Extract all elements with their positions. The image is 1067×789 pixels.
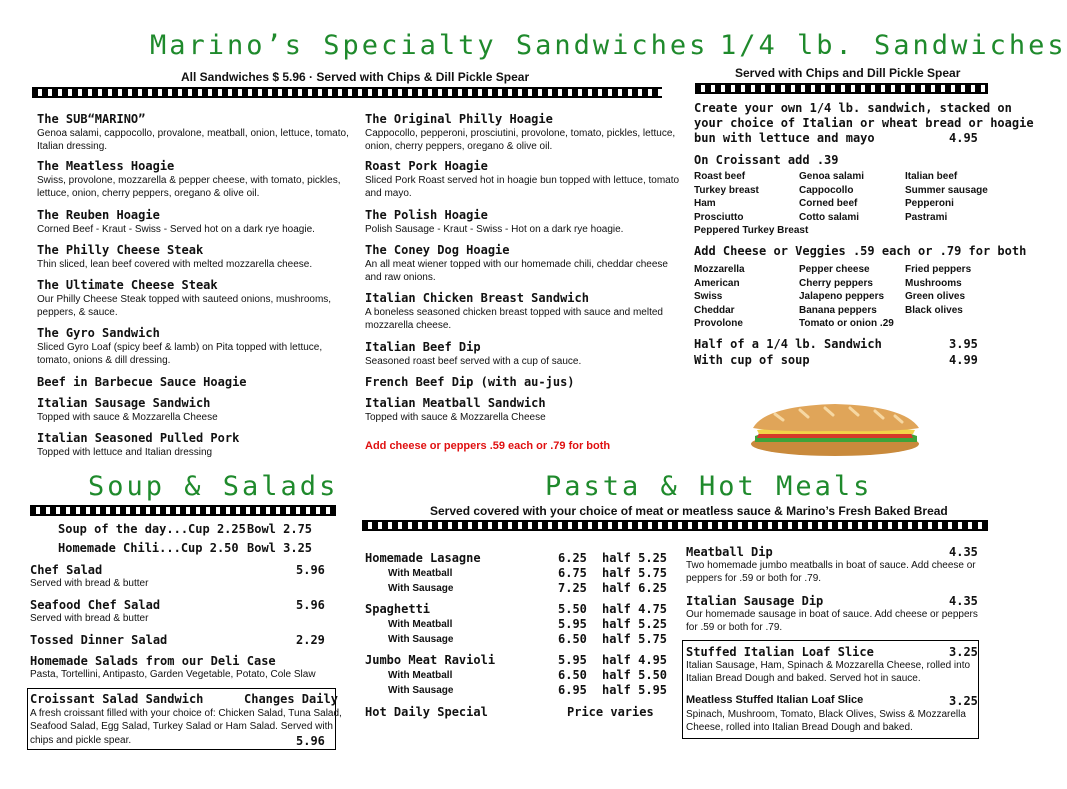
- menu-item-desc: Genoa salami, cappocollo, provalone, meatball, onion, lettuce, tomato, Italian dressing.: [37, 128, 349, 152]
- croissant-salad-price: 5.96: [296, 734, 325, 748]
- stuffed-loaf-desc-2: Italian Bread Dough and baked. Served hot in sauce.: [686, 673, 921, 684]
- meat-option: Pepperoni: [905, 198, 954, 209]
- menu-item: [37, 112, 352, 153]
- soup-day-label: Soup of the day...Cup 2.25: [58, 522, 246, 536]
- pasta-price: 6.25: [558, 551, 587, 565]
- meat-option: Turkey breast: [694, 184, 759, 196]
- meat-option: Pastrami: [905, 211, 948, 223]
- specialty-title: Marino’s Specialty Sandwiches: [150, 30, 709, 61]
- pasta-price: 7.25: [558, 581, 587, 595]
- pasta-half-price: half 5.25: [602, 617, 668, 631]
- stuffed-loaf-price: 3.25: [949, 645, 978, 659]
- veggie-option: Swiss: [694, 291, 723, 302]
- menu-item-name: The Original Philly Hoagie: [365, 112, 553, 126]
- pasta-half-price: half 5.75: [602, 566, 668, 580]
- sandwich-icon: [745, 400, 925, 460]
- croissant-salad-name: Croissant Salad Sandwich: [30, 692, 204, 706]
- menu-item: [365, 375, 680, 390]
- pasta-half-price: half 5.50: [602, 668, 668, 682]
- quarter-subtitle: Served with Chips and Dill Pickle Spear: [735, 66, 961, 80]
- half-sandwich-price: 3.95: [949, 337, 978, 351]
- meatball-dip-desc-2: peppers for .59 or both for .79.: [686, 573, 822, 584]
- menu-item-name: Italian Sausage Sandwich: [37, 396, 211, 410]
- menu-item-desc: Topped with sauce & Mozzarella Cheese: [37, 412, 218, 423]
- menu-item: [37, 396, 352, 424]
- sausage-dip-desc-1: Our homemade sausage in boat of sauce. Add cheese or peppers: [686, 609, 978, 620]
- menu-item-name: Beef in Barbecue Sauce Hoagie: [37, 375, 247, 389]
- pasta-option: With Meatball: [388, 670, 453, 681]
- soup-title: Soup & Salads: [88, 471, 339, 502]
- pasta-price: 6.50: [558, 668, 587, 682]
- pasta-option: With Meatball: [388, 619, 453, 630]
- croissant-add: On Croissant add .39: [694, 153, 839, 167]
- quarter-title: 1/4 lb. Sandwiches: [720, 30, 1067, 61]
- meat-option: Prosciutto: [694, 211, 744, 223]
- menu-item-name: The Meatless Hoagie: [37, 159, 175, 173]
- pasta-option: With Sausage: [388, 634, 454, 645]
- menu-item-name: The SUB“MARINO”: [37, 112, 146, 126]
- soup-combo-label: With cup of soup: [694, 353, 810, 367]
- create-line-1: Create your own 1/4 lb. sandwich, stacked on: [694, 101, 1012, 115]
- croissant-salad-tag: Changes Daily: [244, 692, 338, 706]
- divider-soup: [30, 505, 336, 516]
- soup-combo-price: 4.99: [949, 353, 978, 367]
- pasta-half-price: half 5.95: [602, 683, 668, 697]
- pasta-title: Pasta & Hot Meals: [545, 471, 873, 502]
- meatball-dip-price: 4.35: [949, 545, 978, 559]
- menu-item-desc: Sliced Gyro Loaf (spicy beef & lamb) on Pita topped with lettuce, tomato, onions & dill dressing.: [37, 342, 323, 366]
- chili-label: Homemade Chili...Cup 2.50: [58, 541, 239, 555]
- menu-item: [37, 278, 352, 319]
- sausage-dip-name: Italian Sausage Dip: [686, 594, 824, 608]
- croissant-desc-3: chips and pickle spear.: [30, 735, 132, 746]
- hot-special-price: Price varies: [567, 705, 654, 719]
- menu-item: [37, 326, 352, 367]
- menu-item-desc: An all meat wiener topped with our homemade chili, cheddar cheese and raw onions.: [365, 259, 668, 283]
- veggie-option: Jalapeno peppers: [799, 291, 885, 302]
- meatless-loaf-price: 3.25: [949, 694, 978, 708]
- seafood-salad-name: Seafood Chef Salad: [30, 598, 161, 612]
- meat-option: Italian beef: [905, 171, 958, 182]
- menu-item-name: The Coney Dog Hoagie: [365, 243, 510, 257]
- pasta-price: 6.95: [558, 683, 587, 697]
- create-line-3: bun with lettuce and mayo: [694, 131, 875, 145]
- menu-item-name: Roast Pork Hoagie: [365, 159, 488, 173]
- pasta-subtitle: Served covered with your choice of meat or meatless sauce & Marino’s Fresh Baked Bread: [430, 504, 948, 518]
- veggie-option: Tomato or onion .29: [799, 318, 894, 329]
- menu-item: [365, 159, 680, 200]
- menu-item-name: The Ultimate Cheese Steak: [37, 278, 218, 292]
- pasta-option: With Meatball: [388, 568, 453, 579]
- sausage-dip-price: 4.35: [949, 594, 978, 608]
- create-price: 4.95: [949, 131, 978, 145]
- veggie-title: Add Cheese or Veggies .59 each or .79 for both: [694, 244, 1027, 258]
- pasta-name: Homemade Lasagne: [365, 551, 481, 565]
- deli-salads-name: Homemade Salads from our Deli Case: [30, 654, 276, 668]
- meat-option: Summer sausage: [905, 184, 988, 196]
- veggie-option: Mushrooms: [905, 277, 962, 289]
- tossed-salad-name: Tossed Dinner Salad: [30, 633, 168, 647]
- veggie-option: Fried peppers: [905, 264, 972, 275]
- menu-item-name: Italian Beef Dip: [365, 340, 481, 354]
- pasta-option: With Sausage: [388, 685, 454, 696]
- menu-item: [37, 159, 352, 200]
- meat-option: Roast beef: [694, 171, 746, 182]
- chili-bowl: Bowl 3.25: [247, 541, 313, 555]
- pasta-price: 5.95: [558, 653, 587, 667]
- pasta-half-price: half 4.95: [602, 653, 668, 667]
- menu-item-desc: Swiss, provolone, mozzarella & pepper cheese, with tomato, pickles, lettuce, onion, cherry peppers, oregano & olive oil.: [37, 175, 341, 199]
- menu-item-name: French Beef Dip (with au-jus): [365, 375, 575, 389]
- soup-day-bowl: Bowl 2.75: [247, 522, 313, 536]
- menu-item-desc: Sliced Pork Roast served hot in hoagie bun topped with lettuce, tomato and mayo.: [365, 175, 680, 199]
- menu-item-desc: Cappocollo, pepperoni, prosciutini, provolone, tomato, pickles, lettuce, onion, cherry peppers, oregano & olive oil.: [365, 128, 676, 152]
- half-sandwich-label: Half of a 1/4 lb. Sandwich: [694, 337, 882, 351]
- meatless-loaf-desc-2: Cheese, rolled into Italian Bread Dough and baked.: [686, 722, 913, 733]
- menu-item: [365, 340, 680, 368]
- pasta-price: 5.95: [558, 617, 587, 631]
- menu-item-desc: A boneless seasoned chicken breast topped with sauce and melted mozzarella cheese.: [365, 307, 663, 331]
- pasta-half-price: half 5.75: [602, 632, 668, 646]
- menu-item: [365, 291, 680, 332]
- pasta-name: Spaghetti: [365, 602, 431, 616]
- chef-salad-price: 5.96: [296, 563, 325, 577]
- meat-option: Genoa salami: [799, 171, 865, 182]
- menu-item: [37, 375, 352, 390]
- divider-pasta: [362, 520, 988, 531]
- meatball-dip-desc-1: Two homemade jumbo meatballs in boat of sauce. Add cheese or: [686, 560, 976, 571]
- pasta-option: With Sausage: [388, 583, 454, 594]
- pasta-price: 5.50: [558, 602, 587, 616]
- veggie-option: American: [694, 277, 740, 289]
- divider-specialty: [32, 87, 662, 98]
- menu-item-desc: Topped with sauce & Mozzarella Cheese: [365, 412, 546, 423]
- meatball-dip-name: Meatball Dip: [686, 545, 773, 559]
- croissant-desc-2: Seafood Salad, Egg Salad, Turkey Salad or Ham Salad. Served with: [30, 721, 333, 732]
- chef-salad-name: Chef Salad: [30, 563, 103, 577]
- veggie-option: Cheddar: [694, 304, 735, 316]
- menu-item-desc: Our Philly Cheese Steak topped with sauteed onions, mushrooms, peppers, & sauce.: [37, 294, 332, 318]
- menu-item-name: Italian Meatball Sandwich: [365, 396, 546, 410]
- create-line-2: your choice of Italian or wheat bread or hoagie: [694, 116, 1034, 130]
- meat-option: Cappocollo: [799, 184, 854, 196]
- specialty-subtitle: All Sandwiches $ 5.96 · Served with Chips & Dill Pickle Spear: [181, 70, 530, 84]
- seafood-salad-desc: Served with bread & butter: [30, 613, 149, 624]
- veggie-option: Banana peppers: [799, 304, 877, 316]
- pasta-price: 6.50: [558, 632, 587, 646]
- seafood-salad-price: 5.96: [296, 598, 325, 612]
- meat-option: Peppered Turkey Breast: [694, 225, 809, 236]
- menu-item-desc: Corned Beef - Kraut - Swiss - Served hot on a dark rye hoagie.: [37, 224, 315, 235]
- menu-item-desc: Thin sliced, lean beef covered with melted mozzarella cheese.: [37, 259, 313, 270]
- divider-quarter: [695, 83, 988, 94]
- menu-item-name: The Reuben Hoagie: [37, 208, 160, 222]
- add-cheese-note: Add cheese or peppers .59 each or .79 for both: [365, 440, 611, 452]
- veggie-option: Mozzarella: [694, 264, 745, 275]
- veggie-option: Pepper cheese: [799, 264, 870, 275]
- menu-item-name: The Philly Cheese Steak: [37, 243, 204, 257]
- menu-item: [365, 112, 680, 153]
- pasta-half-price: half 6.25: [602, 581, 668, 595]
- tossed-salad-price: 2.29: [296, 633, 325, 647]
- veggie-option: Green olives: [905, 291, 966, 302]
- stuffed-loaf-desc-1: Italian Sausage, Ham, Spinach & Mozzarella Cheese, rolled into: [686, 660, 971, 671]
- meat-option: Cotto salami: [799, 211, 860, 223]
- pasta-half-price: half 5.25: [602, 551, 668, 565]
- pasta-price: 6.75: [558, 566, 587, 580]
- veggie-option: Provolone: [694, 318, 743, 329]
- menu-item-name: The Gyro Sandwich: [37, 326, 160, 340]
- hot-special-label: Hot Daily Special: [365, 705, 488, 719]
- sausage-dip-desc-2: for .59 or both for .79.: [686, 622, 783, 633]
- menu-item-name: The Polish Hoagie: [365, 208, 488, 222]
- menu-item: [37, 208, 352, 236]
- meatless-loaf-name: Meatless Stuffed Italian Loaf Slice: [686, 694, 864, 706]
- menu-item: [365, 396, 680, 424]
- menu-item: [37, 431, 352, 459]
- menu-item-desc: Topped with lettuce and Italian dressing: [37, 447, 213, 458]
- menu-item-name: Italian Chicken Breast Sandwich: [365, 291, 589, 305]
- pasta-name: Jumbo Meat Ravioli: [365, 653, 496, 667]
- croissant-desc-1: A fresh croissant filled with your choice of: Chicken Salad, Tuna Salad,: [30, 708, 342, 719]
- deli-salads-desc: Pasta, Tortellini, Antipasto, Garden Vegetable, Potato, Cole Slaw: [30, 669, 316, 680]
- meat-option: Corned beef: [799, 198, 858, 209]
- veggie-option: Cherry peppers: [799, 277, 873, 289]
- menu-item: [37, 243, 352, 271]
- menu-item-desc: Polish Sausage - Kraut - Swiss - Hot on a dark rye hoagie.: [365, 224, 624, 235]
- veggie-option: Black olives: [905, 304, 963, 316]
- menu-item: [365, 243, 680, 284]
- chef-salad-desc: Served with bread & butter: [30, 578, 149, 589]
- menu-item: [365, 208, 680, 236]
- meat-option: Ham: [694, 198, 716, 209]
- menu-item-desc: Seasoned roast beef served with a cup of sauce.: [365, 356, 582, 367]
- pasta-half-price: half 4.75: [602, 602, 668, 616]
- meatless-loaf-desc-1: Spinach, Mushroom, Tomato, Black Olives, Swiss & Mozzarella: [686, 709, 966, 720]
- menu-item-name: Italian Seasoned Pulled Pork: [37, 431, 240, 445]
- stuffed-loaf-name: Stuffed Italian Loaf Slice: [686, 645, 874, 659]
